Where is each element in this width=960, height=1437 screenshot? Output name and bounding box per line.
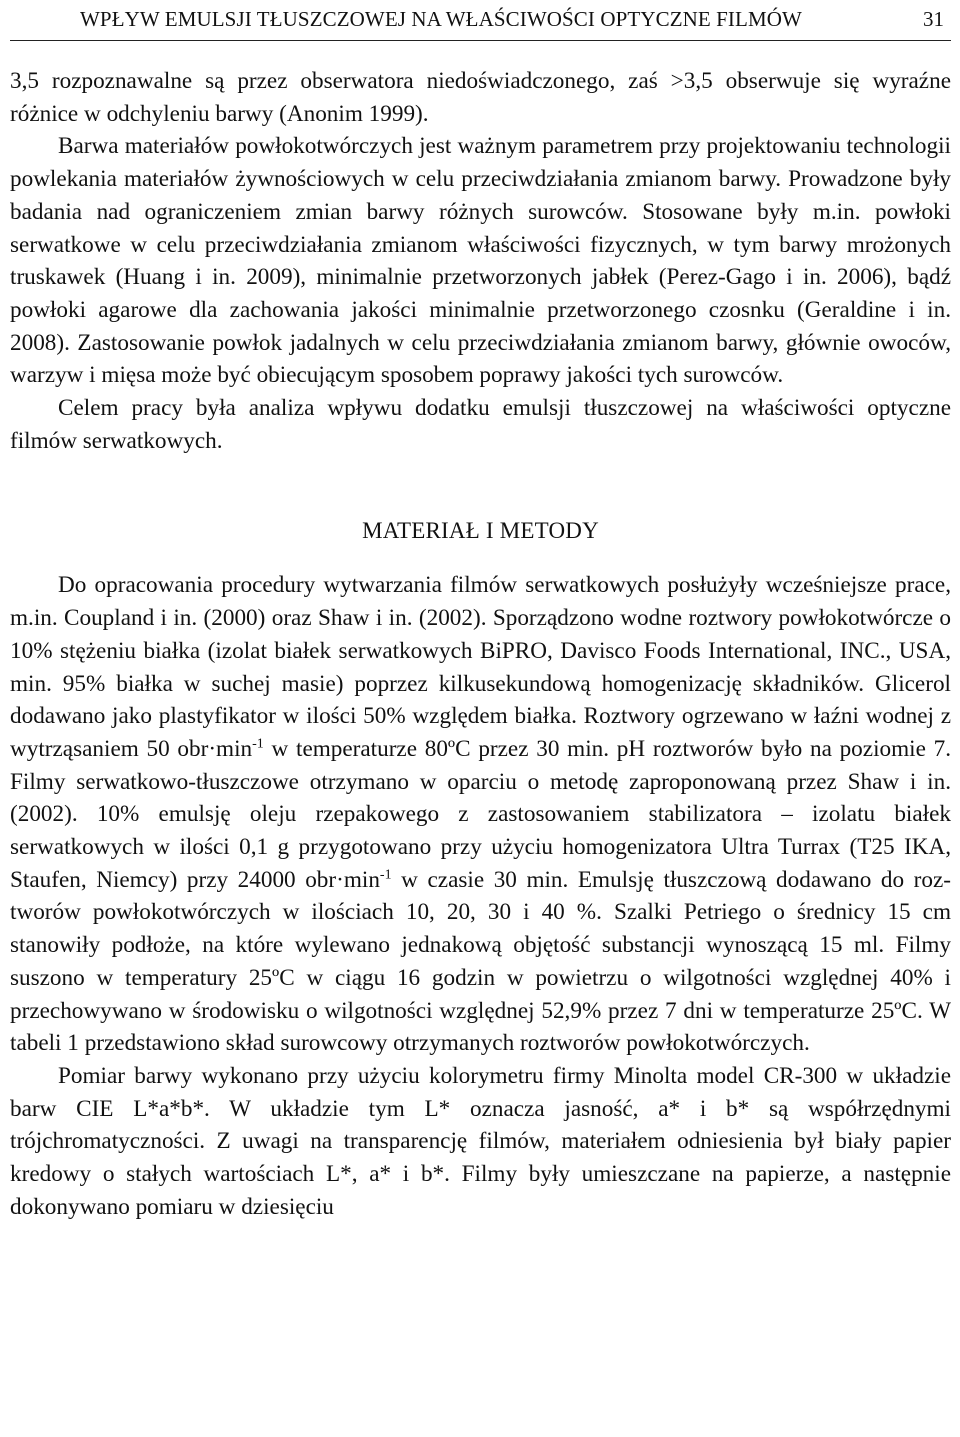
text-run: w czasie 30 min. Emulsję tłuszczową dodawano do roztworów powłokotwórczych w ilościach 10, 20, 30 i 40 %. Szalki Petriego o średnicy 15 cm stanowiły podłoże, na które wylewano jednakową objętość substancji wynoszącą 15 ml. Filmy suszono w temperatury 25ºC w ciągu 16 godzin w powietrzu o wilgotności względnej 40% i przechowywano w środowisku o wilgotności względnej 52,9% przez 7 dni w temperaturze 25ºC. W tabeli 1 przedstawiono skład surowcowy otrzymanych roztworów powłokotwórczych.: [10, 866, 952, 1057]
section-heading: MATERIAŁ I METODY: [362, 518, 599, 544]
paragraph-continued: 3,5 rozpoznawalne są przez obserwatora niedoświadczonego, zaś >3,5 obserwuje się wyraźne różnice w odchyleniu barwy (Anonim 1999).: [10, 68, 951, 127]
superscript: -1: [379, 867, 392, 883]
page-number: 31: [923, 7, 944, 31]
paragraph-procedura: [10, 569, 951, 1060]
paragraph-pomiar-barwy: Pomiar barwy wykonano przy użyciu kolorymetru firmy Minolta model CR-300 w układzie barw CIE L*a*b*. W układzie tym L* oznacza jasność, a* i b* są współrzędnymi trójchromatyczności. Z uwagi na transparencję filmów, materiałem odniesienia był biały papier kredowy o stałych wartościach L*, a* i b*. Filmy były umieszczane na papierze, a następnie dokonywano pomiaru w dziesięciu: [10, 1062, 951, 1220]
body-text: [10, 65, 951, 1224]
text-run: Do opracowania procedury wytwarzania filmów serwatkowych posłużyły wcześniejsze prace, m.in. Coupland i in. (2000) oraz Shaw i in. (2002). Sporządzono wodne roztwory powłokotwórcze o 10% stężeniu białka (izolat białek serwatkowych BiPRO, Davisco Foods International, INC., USA, min. 95% białka w suchej masie) poprzez kilkusekundową homogenizację składników. Glicerol dodawano jako plastyfikator w ilości 50% względem białka. Roztwory ogrzewano w łaźni wodnej z wytrząsaniem 50 obr·min: [10, 572, 951, 762]
paragraph-cel-pracy: Celem pracy była analiza wpływu dodatku emulsji tłuszczowej na właściwości optyczne filmów serwatkowych.: [10, 395, 951, 454]
superscript: -1: [252, 736, 264, 752]
text-run: w temperaturze 80ºC przez 30 min. pH roztworów było na poziomie 7. Filmy serwatkowo-tłuszczowe otrzymano w oparciu o metodę zaproponowaną przez Shaw i in. (2002). 10% emulsję oleju rzepakowego z zastosowaniem stabilizatora – izolatu białek serwatkowych w ilości 0,1 g przygotowano przy użyciu homogenizatora Ultra Turrax (T25 IKA, Staufen, Niemcy) przy 24000 obr·min: [10, 735, 952, 893]
running-title: WPŁYW EMULSJI TŁUSZCZOWEJ NA WŁAŚCIWOŚCI OPTYCZNE FILMÓW: [80, 7, 802, 31]
running-header: [10, 0, 951, 41]
paragraph-barwa: Barwa materiałów powłokotwórczych jest ważnym parametrem przy projektowaniu technologii powlekania materiałów żywnościowych w celu przeciwdziałania zmianom barwy. Prowadzone były badania nad ograniczeniem zmian barwy różnych surowców. Stosowane były m.in. powłoki serwatkowe w celu przeciwdziałania zmianom właściwości fizycznych, w tym barwy mrożonych truskawek (Huang i in. 2009), minimalnie przetworzonych jabłek (Perez-Gago i in. 2006), bądź powłoki agarowe dla zachowania jakości minimalnie przetworzonego czosnku (Geraldine i in. 2008). Zastosowanie powłok jadalnych w celu przeciwdziałania zmianom barwy, głównie owoców, warzyw i mięsa może być obiecującym sposobem poprawy jakości tych surowców.: [10, 133, 951, 389]
